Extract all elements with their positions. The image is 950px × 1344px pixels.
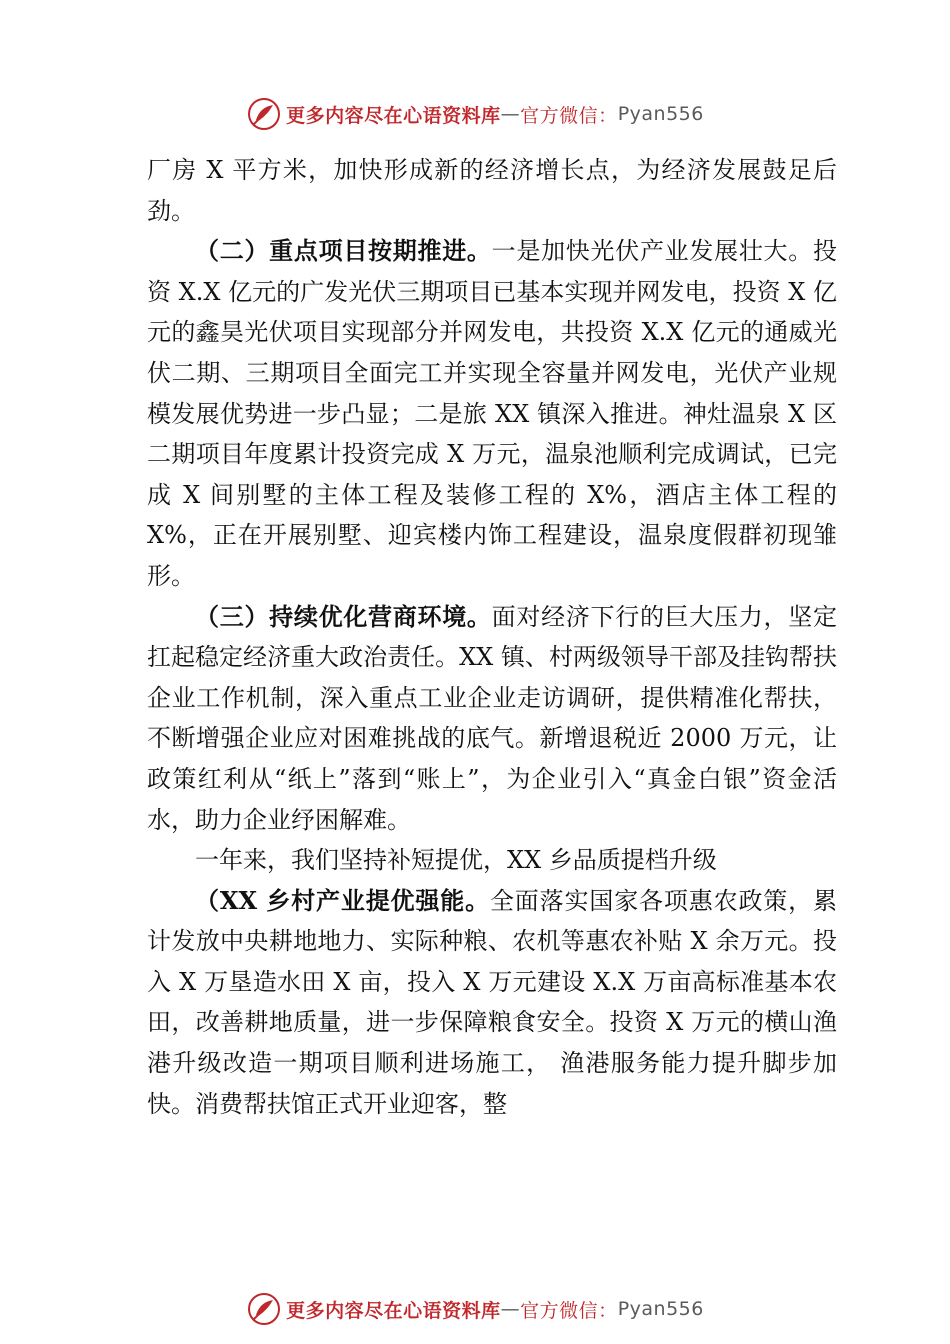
footer-separator: — <box>500 1298 521 1320</box>
header-wechat-id: Pyan556 <box>617 103 704 125</box>
footer-official-label: 官方微信： <box>520 1299 618 1322</box>
footer-wechat-id: Pyan556 <box>617 1298 704 1320</box>
header-separator: — <box>500 103 521 125</box>
paragraph-4 <box>147 840 837 881</box>
paragraph-2 <box>147 231 837 596</box>
header-official-label: 官方微信： <box>520 104 618 127</box>
paragraph-3-text: 面对经济下行的巨大压力，坚定扛起稳定经济重大政治责任。XX 镇、村两级领导干部及挂钩帮扶企业工作机制，深入重点工业企业走访调研，提供精准化帮扶，不断增强企业应对困难挑战的底气。新增退税近 2000 万元，让政策红利从“纸上”落到“账上”，为企业引入“真金白银”资金活水，助力企业纾困解难。 <box>147 602 837 834</box>
paragraph-5-text: 全面落实国家各项惠农政策，累计发放中央耕地地力、实际种粮、农机等惠农补贴 X 余万元。投入 X 万垦造水田 X 亩，投入 X 万元建设 X.X 万亩高标准基本农田，改善耕地质量，进一步保障粮食安全。投资 X 万元的横山渔港升级改造一期项目顺利进场施工， 渔港服务能力提升脚步加快。消费帮扶馆正式开业迎客，整 <box>147 886 837 1118</box>
paragraph-2-heading: （二）重点项目按期推进。 <box>195 236 492 266</box>
paragraph-3 <box>147 597 837 841</box>
paragraph-1 <box>147 150 837 231</box>
brand-logo-icon <box>246 96 282 132</box>
paragraph-1-text: 厂房 X 平方米，加快形成新的经济增长点，为经济发展鼓足后劲。 <box>147 156 837 225</box>
paragraph-4-text: 一年来，我们坚持补短提优，XX 乡品质提档升级 <box>195 846 717 875</box>
brand-logo-icon <box>246 1291 282 1327</box>
paragraph-5-heading: （XX 乡村产业提优强能。 <box>195 885 490 915</box>
footer-brand-text: 更多内容尽在心语资料库 <box>286 1299 501 1322</box>
header-brand-text: 更多内容尽在心语资料库 <box>286 104 501 127</box>
document-body <box>147 150 837 1124</box>
paragraph-3-heading: （三）持续优化营商环境。 <box>195 601 492 631</box>
header-banner <box>0 94 950 134</box>
paragraph-2-text: 一是加快光伏产业发展壮大。投资 X.X 亿元的广发光伏三期项目已基本实现并网发电，投资 X 亿元的鑫昊光伏项目实现部分并网发电，共投资 X.X 亿元的通威光伏二期、三期项目全面完工并实现全容量并网发电，光伏产业规模发展优势进一步凸显；二是旅 XX 镇深入推进。神灶温泉 X 区二期项目年度累计投资完成 X 万元，温泉池顺利完成调试，已完成 X 间别墅的主体工程及装修工程的 X%，酒店主体工程的 X%，正在开展别墅、迎宾楼内饰工程建设，温泉度假群初现雏形。 <box>147 237 837 590</box>
paragraph-5 <box>147 881 837 1125</box>
footer-banner <box>0 1289 950 1329</box>
